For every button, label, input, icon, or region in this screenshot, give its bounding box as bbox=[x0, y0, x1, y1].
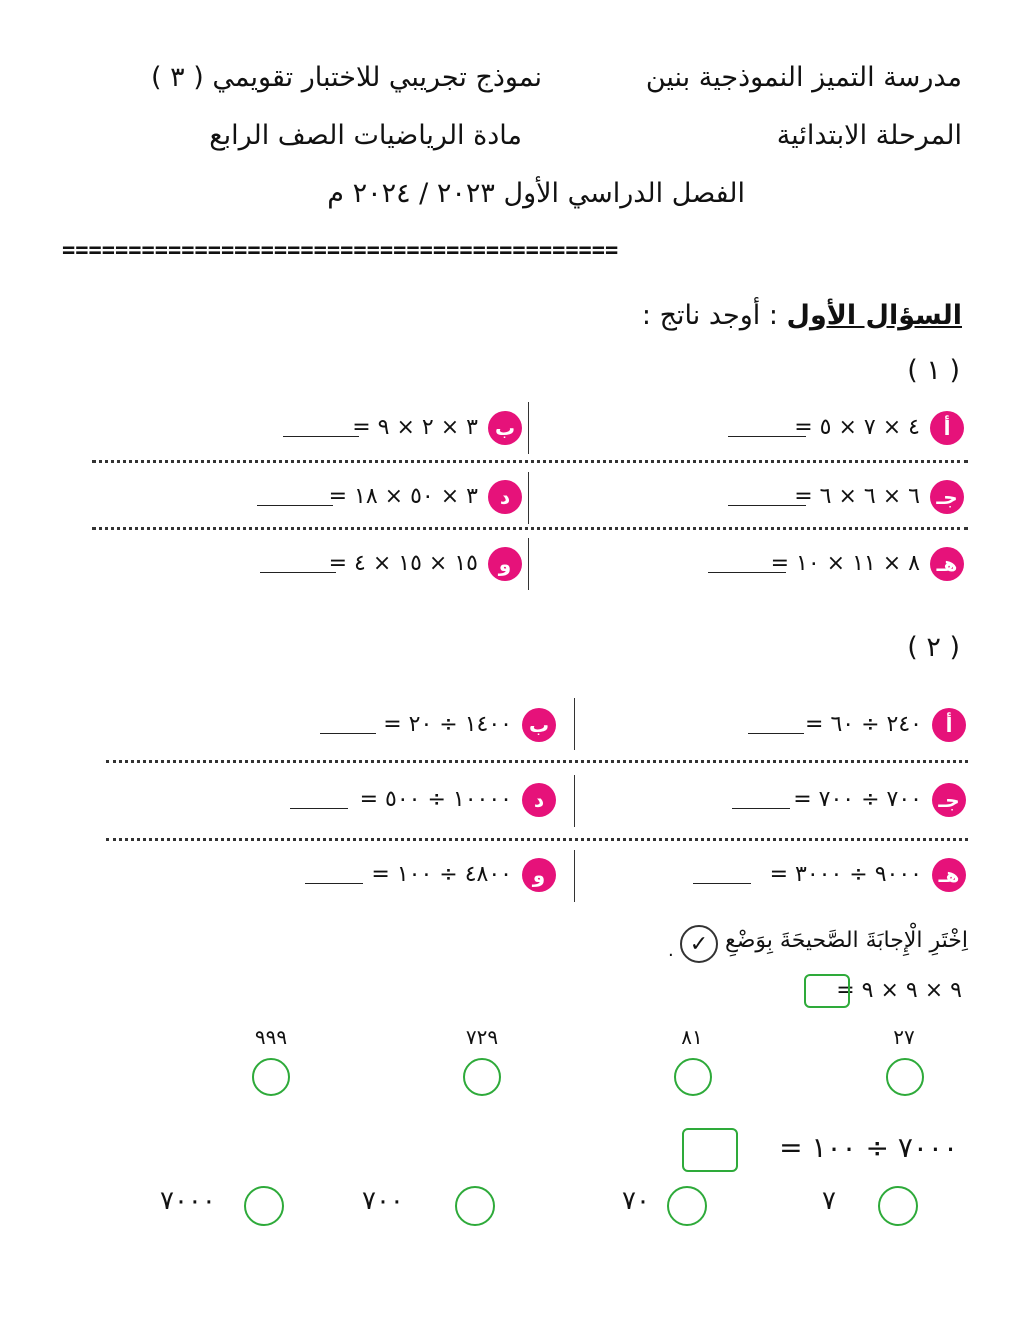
part2-badge-a: أ bbox=[932, 708, 966, 742]
part2-badge-b: ب bbox=[522, 708, 556, 742]
mcq1-option-circle[interactable] bbox=[674, 1058, 712, 1096]
mcq2-answer-box[interactable] bbox=[682, 1128, 738, 1172]
answer-blank[interactable] bbox=[257, 505, 333, 506]
mcq2-expr: ٧٠٠٠ ÷ ١٠٠ = bbox=[779, 1131, 958, 1164]
mcq1-option-label: ٨١ bbox=[681, 1025, 703, 1049]
separator: ========================================== bbox=[62, 238, 619, 263]
mcq1-expr: ٩ × ٩ × ٩ = bbox=[836, 978, 962, 1003]
mcq1-option-label: ٧٢٩ bbox=[465, 1025, 499, 1049]
column-divider bbox=[574, 775, 575, 827]
answer-blank[interactable] bbox=[320, 733, 376, 734]
question-title bbox=[642, 300, 962, 331]
part2-badge-d: د bbox=[522, 783, 556, 817]
answer-blank[interactable] bbox=[305, 883, 363, 884]
mcq2-option-label: ٧٠٠ bbox=[362, 1186, 404, 1216]
subject: مادة الرياضيات الصف الرابع bbox=[209, 120, 522, 151]
mcq2-option-label: ٧٠٠٠ bbox=[160, 1186, 216, 1216]
part1-expr-e: ٨ × ١١ × ١٠ = bbox=[770, 551, 920, 576]
answer-blank[interactable] bbox=[290, 808, 348, 809]
part1-expr-d: ٣ × ٥٠ × ١٨ = bbox=[328, 484, 478, 509]
mcq-instruction-text: اِخْتَرِ الْإِجابَةَ الصَّحيحَةَ بِوَضْعِ bbox=[725, 928, 968, 953]
stage: المرحلة الابتدائية bbox=[776, 120, 962, 151]
mcq1-option-circle[interactable] bbox=[886, 1058, 924, 1096]
mcq-instruction bbox=[725, 928, 968, 953]
answer-blank[interactable] bbox=[728, 436, 806, 437]
part1-label: ( ١ ) bbox=[907, 355, 960, 386]
part1-badge-c: جـ bbox=[930, 480, 964, 514]
part1-expr-a: ٤ × ٧ × ٥ = bbox=[794, 415, 920, 440]
term: الفصل الدراسي الأول ٢٠٢٣ / ٢٠٢٤ م bbox=[327, 178, 745, 209]
answer-blank[interactable] bbox=[283, 436, 359, 437]
question-title-bold: السؤال الأول bbox=[786, 300, 962, 331]
part2-badge-e: هـ bbox=[932, 858, 966, 892]
part2-label: ( ٢ ) bbox=[907, 632, 960, 663]
part1-badge-a: أ bbox=[930, 411, 964, 445]
exam-model: نموذج تجريبي للاختبار تقويمي ( ٣ ) bbox=[151, 62, 542, 93]
answer-blank[interactable] bbox=[748, 733, 804, 734]
part2-expr-b: ١٤٠٠ ÷ ٢٠ = bbox=[383, 712, 512, 737]
part1-badge-b: ب bbox=[488, 411, 522, 445]
mcq2-option-circle[interactable] bbox=[667, 1186, 707, 1226]
mcq2-option-circle[interactable] bbox=[244, 1186, 284, 1226]
part2-expr-f: ٤٨٠٠ ÷ ١٠٠ = bbox=[371, 862, 512, 887]
part1-badge-e: هـ bbox=[930, 547, 964, 581]
column-divider bbox=[574, 698, 575, 750]
part2-expr-c: ٧٠٠ ÷ ٧٠٠ = bbox=[793, 787, 922, 812]
question-title-rest: : أوجد ناتج : bbox=[641, 300, 787, 331]
mcq2-option-circle[interactable] bbox=[455, 1186, 495, 1226]
part1-expr-b: ٣ × ٢ × ٩ = bbox=[352, 415, 478, 440]
dotted-divider bbox=[92, 460, 968, 463]
dotted-divider bbox=[106, 760, 968, 763]
mcq1-option-circle[interactable] bbox=[463, 1058, 501, 1096]
answer-blank[interactable] bbox=[708, 572, 786, 573]
part1-badge-d: د bbox=[488, 480, 522, 514]
answer-blank[interactable] bbox=[732, 808, 790, 809]
mcq1-option-label: ٩٩٩ bbox=[254, 1025, 288, 1049]
period: . bbox=[668, 940, 674, 961]
part1-expr-f: ١٥ × ١٥ × ٤ = bbox=[328, 551, 478, 576]
answer-blank[interactable] bbox=[260, 572, 336, 573]
mcq1-answer-box[interactable] bbox=[804, 974, 850, 1008]
part1-expr-c: ٦ × ٦ × ٦ = bbox=[794, 484, 920, 509]
dotted-divider bbox=[92, 527, 968, 530]
mcq1-option-circle[interactable] bbox=[252, 1058, 290, 1096]
column-divider bbox=[528, 402, 529, 454]
column-divider bbox=[528, 472, 529, 524]
answer-blank[interactable] bbox=[728, 505, 806, 506]
mcq2-option-label: ٧ bbox=[822, 1186, 836, 1216]
part1-badge-f: و bbox=[488, 547, 522, 581]
part2-expr-e: ٩٠٠٠ ÷ ٣٠٠٠ = bbox=[769, 862, 922, 887]
column-divider bbox=[528, 538, 529, 590]
column-divider bbox=[574, 850, 575, 902]
part2-expr-a: ٢٤٠ ÷ ٦٠ = bbox=[805, 712, 922, 737]
part2-expr-d: ١٠٠٠٠ ÷ ٥٠٠ = bbox=[359, 787, 512, 812]
school-name: مدرسة التميز النموذجية بنين bbox=[645, 62, 962, 93]
checkmark-icon: ✓ bbox=[680, 925, 718, 963]
mcq2-option-label: ٧٠ bbox=[622, 1186, 650, 1216]
mcq1-option-label: ٢٧ bbox=[893, 1025, 915, 1049]
dotted-divider bbox=[106, 838, 968, 841]
part2-badge-f: و bbox=[522, 858, 556, 892]
part2-badge-c: جـ bbox=[932, 783, 966, 817]
answer-blank[interactable] bbox=[693, 883, 751, 884]
mcq2-option-circle[interactable] bbox=[878, 1186, 918, 1226]
